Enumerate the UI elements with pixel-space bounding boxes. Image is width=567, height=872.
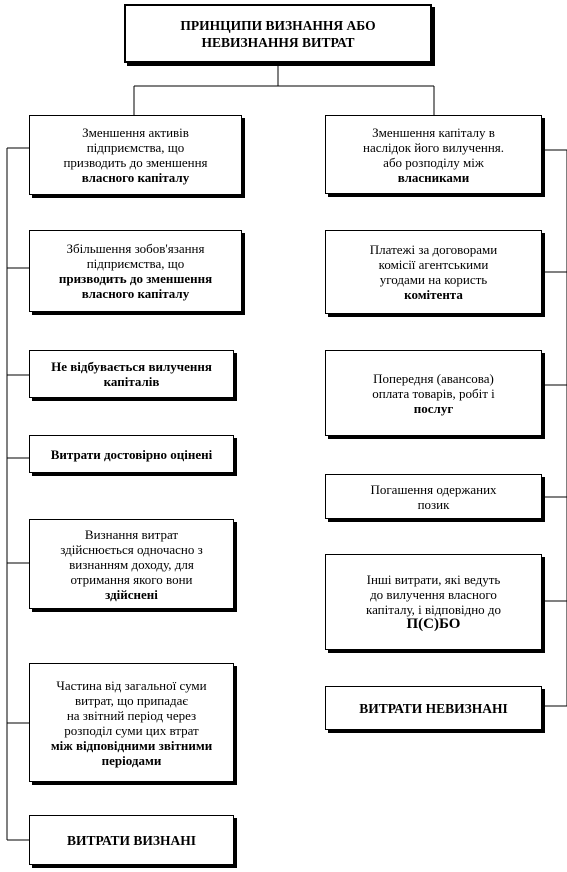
- left-6-line-2: витрат, що припадає: [75, 692, 188, 708]
- right-3-line-1: Попередня (авансова): [373, 370, 494, 386]
- left-3-bold-2: капіталів: [103, 374, 160, 389]
- right-conclusion-box: [325, 686, 542, 730]
- right-5-standard: П(С)БО: [406, 616, 461, 632]
- left-1-bold: власного капіталу: [81, 170, 190, 185]
- left-box-matching-income: [29, 519, 234, 609]
- left-6-line-4: розподіл суми цих втрат: [64, 722, 199, 738]
- left-box-assets-decrease: [29, 115, 242, 195]
- left-6-bold-2: періодами: [101, 752, 162, 768]
- right-1-line-1: Зменшення капіталу в: [372, 124, 495, 140]
- right-5-line-2: до вилучення власного: [370, 587, 497, 602]
- right-2-bold: комітента: [404, 287, 463, 302]
- left-1-line-1: Зменшення активів: [82, 125, 189, 140]
- left-6-line-1: Частина від загальної суми: [56, 677, 207, 693]
- right-1-bold: власниками: [397, 169, 470, 185]
- title-line-1: ПРИНЦИПИ ВИЗНАННЯ АБО: [180, 17, 376, 33]
- left-5-line-2: здійснюється одночасно з: [60, 541, 203, 557]
- right-4-line-2: позик: [417, 496, 450, 512]
- right-2-line-3: угодами на користь: [379, 272, 488, 287]
- left-box-period-allocation: [29, 663, 234, 782]
- title-line-2: НЕВИЗНАННЯ ВИТРАТ: [201, 34, 355, 50]
- left-6-line-3: на звітний період через: [66, 707, 197, 723]
- left-box-reliably-measured: [29, 435, 234, 473]
- left-2-line-2: підприємства, що: [86, 256, 185, 271]
- left-conclusion-box: [29, 815, 234, 865]
- right-4-line-1: Погашення одержаних: [370, 481, 497, 497]
- right-box-commission-payments: [325, 230, 542, 314]
- left-4-bold: Витрати достовірно оцінені: [50, 446, 213, 462]
- left-1-line-3: призводить до зменшення: [63, 155, 208, 170]
- left-1-line-2: підприємства, що: [86, 140, 185, 155]
- right-3-line-2: оплата товарів, робіт і: [372, 385, 495, 401]
- right-conclusion-text: ВИТРАТИ НЕВИЗНАНІ: [359, 700, 508, 716]
- right-1-line-3: або розподілу між: [383, 154, 484, 170]
- right-box-other-expenses: [325, 554, 542, 650]
- left-5-bold: здійснені: [105, 586, 158, 602]
- left-6-bold-1: між відповідними звітними: [50, 737, 213, 753]
- right-2-line-1: Платежі за договорами: [369, 242, 498, 257]
- left-2-line-1: Збільшення зобов'язання: [66, 241, 205, 256]
- left-2-bold-1: призводить до зменшення: [58, 271, 213, 286]
- right-5-line-1: Інші витрати, які ведуть: [366, 572, 501, 587]
- left-conclusion-text: ВИТРАТИ ВИЗНАНІ: [66, 832, 197, 848]
- left-2-bold-2: власного капіталу: [81, 286, 190, 301]
- left-box-no-capital-withdrawal: [29, 350, 234, 398]
- right-box-loan-repayment: [325, 474, 542, 519]
- left-5-line-4: отримання якого вони: [70, 571, 193, 587]
- right-5-line-3: капіталу, і відповідно до: [365, 602, 502, 617]
- right-1-line-2: наслідок його вилучення.: [362, 139, 505, 155]
- title-box: [124, 4, 432, 63]
- right-3-bold: послуг: [413, 400, 454, 416]
- left-5-line-3: визнанням доходу, для: [69, 556, 194, 572]
- right-box-capital-withdrawal: [325, 115, 542, 194]
- right-box-advance-payment: [325, 350, 542, 436]
- left-3-bold-1: Не відбувається вилучення: [51, 359, 212, 374]
- left-box-liabilities-increase: [29, 230, 242, 312]
- left-5-line-1: Визнання витрат: [84, 526, 179, 542]
- right-2-line-2: комісії агентськими: [378, 257, 489, 272]
